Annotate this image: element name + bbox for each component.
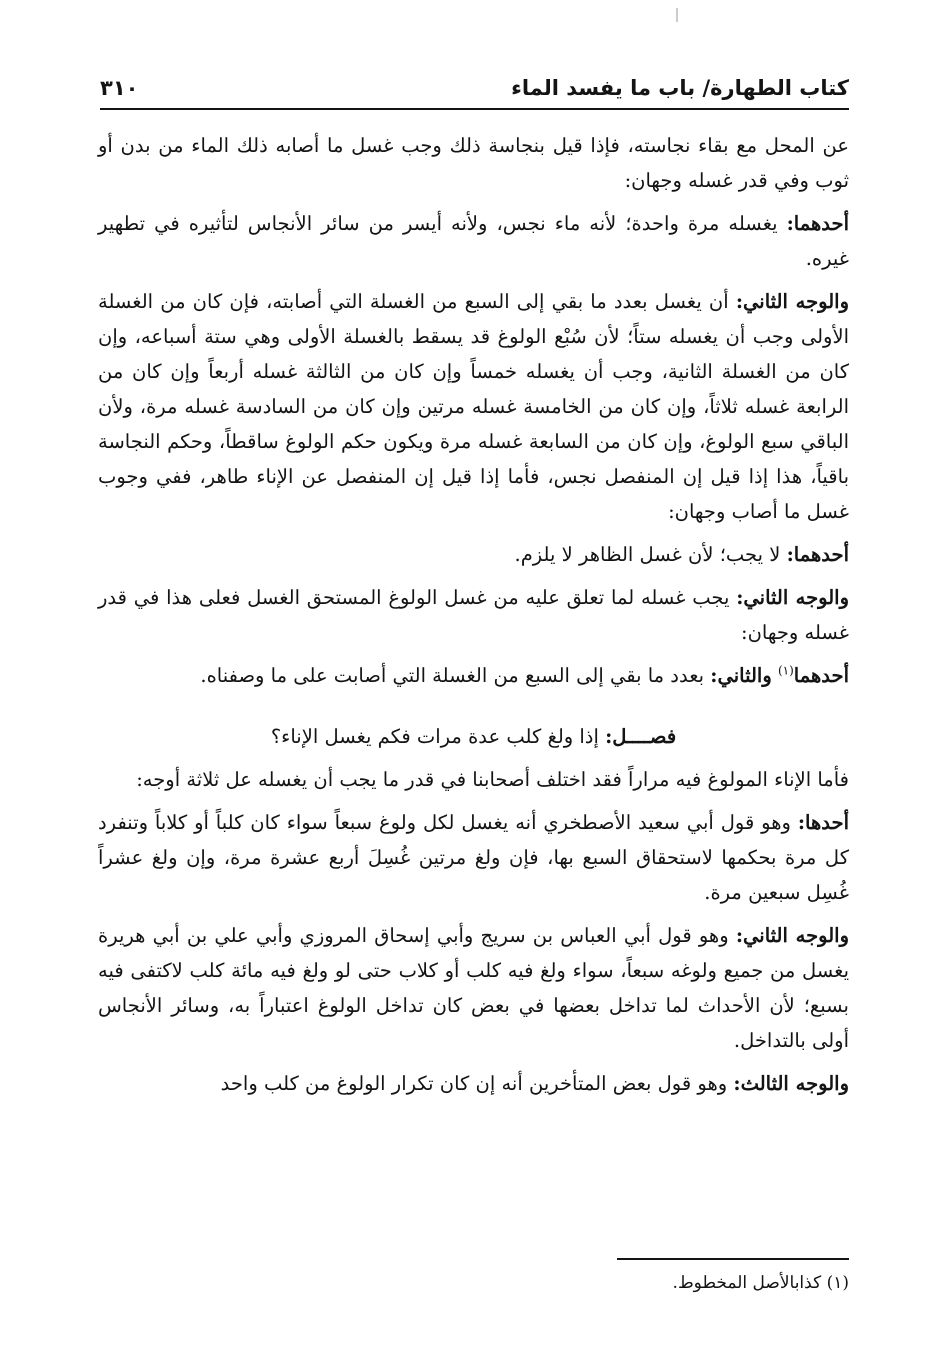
- term-label: أحدها:: [797, 811, 849, 834]
- section-heading: [98, 719, 849, 754]
- paragraph-text: أن يغسل بعدد ما بقي إلى السبع من الغسلة التي أصابته، فإن كان من الغسلة الأولى وجب أن يغسله ستاً؛ لأن سُبْع الولوغ قد يسقط بالغسلة الأولى وهي ستة أسباعه، وإن كان من الغسلة الثانية، وجب أن يغسله خمساً وإن كان من الثالثة غسله أربعاً وإن كان من الرابعة غسله ثلاثاً، وإن كان من الخامسة غسله مرتين وإن كان من السادسة غسله مرة، ولأن الباقي سبع الولوغ، وإن كان من السابعة غسله مرة ويكون حكم الولوغ ساقطاً، وحكم النجاسة باقياً، هذا إذا قيل إن المنفصل نجس، فأما إذا قيل إن المنفصل عن الإناء طاهر، ففي وجوب غسل ما أصاب وجهان:: [98, 290, 849, 523]
- footnote-marker: (١): [826, 1273, 849, 1293]
- paragraph-text: وهو قول بعض المتأخرين أنه إن كان تكرار الولوغ من كلب واحد: [220, 1072, 728, 1095]
- section-heading-label: فصــــل:: [605, 725, 677, 748]
- main-text: [98, 128, 849, 1109]
- footnote: [100, 1268, 849, 1298]
- paragraph: [98, 918, 849, 1058]
- paragraph-text: لا يجب؛ لأن غسل الظاهر لا يلزم.: [514, 543, 781, 566]
- paragraph-text: عن المحل مع بقاء نجاسته، فإذا قيل بنجاسة ذلك وجب غسل ما أصابه ذلك الماء من بدن أو ثوب وفي قدر غسله وجهان:: [98, 134, 849, 192]
- term-label: أحدهما: [793, 664, 849, 687]
- paragraph: [98, 206, 849, 276]
- term-label: والوجه الثاني:: [735, 290, 850, 313]
- term-label: أحدهما:: [786, 212, 849, 235]
- paragraph: [98, 658, 849, 693]
- page-header: [100, 68, 849, 110]
- footnote-reference[interactable]: (١): [777, 663, 794, 678]
- footnote-divider: [617, 1258, 849, 1260]
- paragraph: [98, 537, 849, 572]
- paragraph-text: وهو قول أبي سعيد الأصطخري أنه يغسل لكل ولوغ سبعاً سواء كان كلباً أو كلاباً وتنفرد كل مرة بحكمها لاستحقاق السبع بها، فإن ولغ مرتين غُسِلَ أربع عشرة مرة، وإن ولغ عشراً غُسِل سبعين مرة.: [98, 811, 849, 904]
- page-number: ٣١٠: [100, 76, 139, 100]
- section-heading-text: إذا ولغ كلب عدة مرات فكم يغسل الإناء؟: [270, 725, 599, 748]
- paragraph-text: وهو قول أبي العباس بن سريج وأبي إسحاق المروزي وأبي علي بن أبي هريرة يغسل من جميع ولوغه سبعاً، سواء ولغ فيه كلب أو كلاب حتى لو ولغ فيه مائة كلب لاكتفى فيه بسبع؛ لأن الأحداث لما تداخل بعضها في بعض كان تداخل الولوغ اعتباراً به، وسائر الأنجاس أولى بالتداخل.: [98, 924, 849, 1052]
- paragraph: [98, 805, 849, 910]
- paragraph: [98, 128, 849, 198]
- term-label: والوجه الثاني:: [736, 586, 850, 609]
- term-label: والوجه الثالث:: [733, 1072, 849, 1095]
- paragraph: [98, 1066, 849, 1101]
- term-label: أحدهما:: [786, 543, 849, 566]
- running-title: كتاب الطهارة/ باب ما يفسد الماء: [511, 76, 849, 100]
- term-label: والثاني:: [710, 664, 772, 687]
- paragraph-text: يغسله مرة واحدة؛ لأنه ماء نجس، ولأنه أيسر من سائر الأنجاس لتأثيره في تطهير غيره.: [98, 212, 849, 270]
- paragraph: [98, 580, 849, 650]
- scan-artifact: [676, 8, 678, 22]
- paragraph: [98, 284, 849, 529]
- footnote-text: كذابالأصل المخطوط.: [672, 1273, 822, 1293]
- paragraph-text: فأما الإناء المولوغ فيه مراراً فقد اختلف أصحابنا في قدر ما يجب أن يغسله عل ثلاثة أوجه:: [136, 768, 849, 791]
- term-label: والوجه الثاني:: [735, 924, 850, 947]
- paragraph: [98, 762, 849, 797]
- paragraph-text: يجب غسله لما تعلق عليه من غسل الولوغ المستحق الغسل فعلى هذا في قدر غسله وجهان:: [98, 586, 849, 644]
- paragraph-text: بعدد ما بقي إلى السبع من الغسلة التي أصابت على ما وصفناه.: [200, 664, 705, 687]
